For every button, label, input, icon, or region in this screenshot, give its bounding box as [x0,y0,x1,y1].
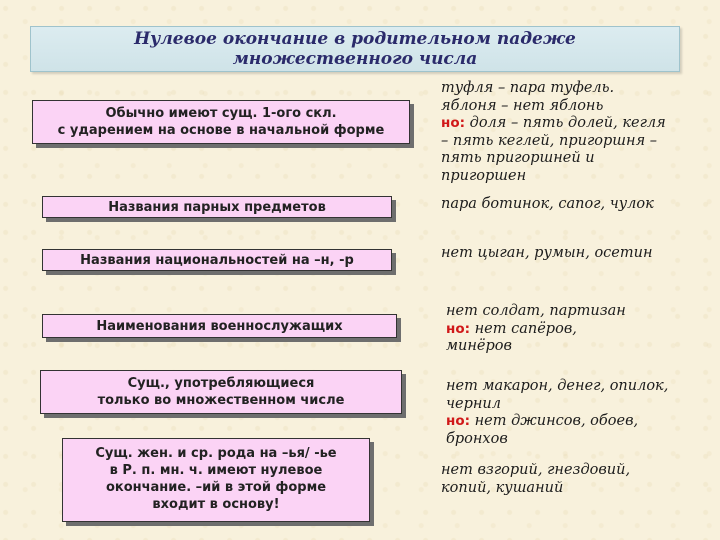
examples-paired-items [441,196,654,214]
example-line: чернил [446,395,502,412]
category-line: Сущ. жен. и ср. рода на –ья/ -ье [95,446,337,461]
example-line: пара ботинок, сапог, чулок [441,196,654,212]
example-line: нет макарон, денег, опилок, [446,378,669,394]
example-line: пять пригоршней и [441,150,595,166]
examples-stressed-stem [441,80,666,185]
example-line: нет взгорий, гнездовий, [441,462,631,478]
category-line: только во множественном числе [97,393,345,408]
example-line: туфля – пара туфель. [441,80,615,96]
example-line: но: нет джинсов, обоев, [446,413,639,429]
category-line: с ударением на основе в начальной форме [57,123,385,138]
category-line: Наименования военнослужащих [96,319,343,334]
title-line-2: множественного числа [232,49,478,69]
examples-military [446,303,626,356]
category-line: окончание. –ий в этой форме [105,480,327,495]
examples-plural-only [446,378,668,448]
example-line: – пять кеглей, пригоршня – [441,132,658,149]
examples-nationalities [441,245,653,263]
category-line: в Р. п. мн. ч. имеют нулевое [109,463,323,478]
category-box-stressed-stem [32,100,410,144]
category-line: Названия парных предметов [108,200,326,215]
example-line: нет цыган, румын, осетин [441,245,653,261]
category-box-nationalities [42,249,392,271]
example-line: бронхов [446,430,508,447]
title-line-1: Нулевое окончание в родительном падеже [134,29,576,49]
category-box-paired-items [42,196,392,218]
category-box-military [42,314,397,338]
category-line: Сущ., употребляющиеся [127,376,315,391]
title-banner [30,26,680,72]
example-line: копий, кушаний [441,479,564,496]
example-line: но: нет сапёров, [446,320,577,337]
example-line: но: доля – пять долей, кегля [441,115,666,131]
example-line: нет солдат, партизан [446,303,626,319]
examples-ya-ye-nouns [441,462,630,497]
category-line: Названия национальностей на –н, -р [80,253,354,268]
category-box-ya-ye-nouns [62,438,370,522]
category-line: Обычно имеют сущ. 1-ого скл. [105,106,337,121]
category-line: входит в основу! [152,497,280,512]
example-line: яблоня – нет яблонь [441,97,604,114]
category-box-plural-only [40,370,402,414]
example-line: минёров [446,338,512,354]
example-line: пригоршен [441,167,527,184]
